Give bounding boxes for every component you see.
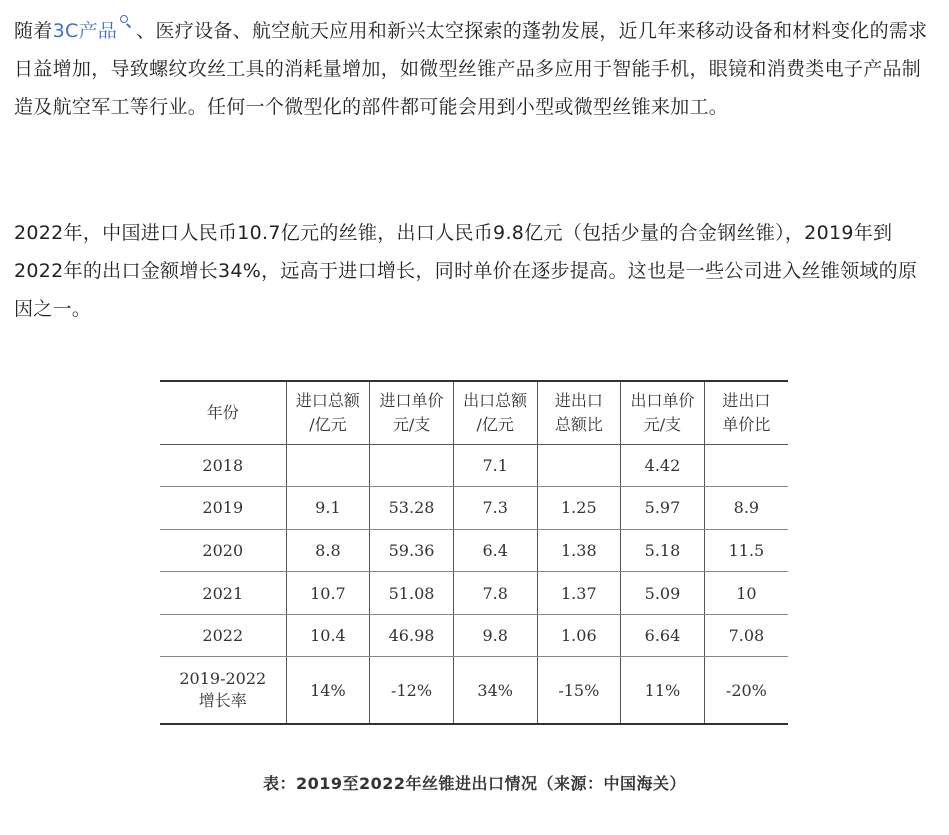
table-cell bbox=[286, 444, 370, 487]
table-cell: 5.09 bbox=[621, 572, 705, 615]
table-cell: 46.98 bbox=[370, 614, 454, 657]
table-cell: 7.08 bbox=[704, 614, 788, 657]
table-cell: 59.36 bbox=[370, 529, 454, 572]
table-cell: 2019 bbox=[160, 487, 286, 530]
table-cell: 11.5 bbox=[704, 529, 788, 572]
table-cell: 1.38 bbox=[537, 529, 621, 572]
table-row bbox=[160, 487, 788, 530]
intro-paragraph bbox=[14, 12, 936, 126]
trade-table-figure bbox=[160, 380, 788, 723]
table-cell: -12% bbox=[370, 657, 454, 724]
table-cell: 6.64 bbox=[621, 614, 705, 657]
table-cell: 1.25 bbox=[537, 487, 621, 530]
search-icon[interactable] bbox=[120, 15, 130, 27]
header-export-total: 出口总额 /亿元 bbox=[453, 381, 537, 444]
table-cell bbox=[704, 444, 788, 487]
header-year: 年份 bbox=[160, 381, 286, 444]
table-row bbox=[160, 572, 788, 615]
trade-table bbox=[160, 380, 788, 725]
trade-paragraph: 2022年，中国进口人民币10.7亿元的丝锥，出口人民币9.8亿元（包括少量的合金钢丝锥），2019年到2022年的出口金额增长34%，远高于进口增长，同时单价在逐步提高。这也是一些公司进入丝锥领域的原因之一。 bbox=[14, 222, 918, 320]
table-cell: 4.42 bbox=[621, 444, 705, 487]
header-export-unit-price: 出口单价 元/支 bbox=[621, 381, 705, 444]
table-cell bbox=[537, 444, 621, 487]
table-cell: 8.8 bbox=[286, 529, 370, 572]
header-total-ratio: 进出口 总额比 bbox=[537, 381, 621, 444]
table-cell: 14% bbox=[286, 657, 370, 724]
table-cell: 10.4 bbox=[286, 614, 370, 657]
table-row bbox=[160, 614, 788, 657]
table-cell: 1.06 bbox=[537, 614, 621, 657]
growth-label: 2019-2022 增长率 bbox=[160, 657, 286, 724]
table-cell: 53.28 bbox=[370, 487, 454, 530]
intro-text-start: 随着 bbox=[14, 20, 53, 42]
table-cell: 51.08 bbox=[370, 572, 454, 615]
table-cell: 2022 bbox=[160, 614, 286, 657]
table-row bbox=[160, 444, 788, 487]
table-cell: 2021 bbox=[160, 572, 286, 615]
table-cell: 34% bbox=[453, 657, 537, 724]
table-cell: 7.1 bbox=[453, 444, 537, 487]
header-import-unit-price: 进口单价 元/支 bbox=[370, 381, 454, 444]
table-cell: 6.4 bbox=[453, 529, 537, 572]
header-import-total: 进口总额 /亿元 bbox=[286, 381, 370, 444]
table-cell: 7.8 bbox=[453, 572, 537, 615]
table-cell: 5.97 bbox=[621, 487, 705, 530]
table-row bbox=[160, 529, 788, 572]
table-cell: 1.37 bbox=[537, 572, 621, 615]
table-cell: 11% bbox=[621, 657, 705, 724]
header-unit-price-ratio: 进出口 单价比 bbox=[704, 381, 788, 444]
table-cell: 9.1 bbox=[286, 487, 370, 530]
3c-products-link[interactable]: 3C产品 bbox=[52, 20, 118, 42]
table-cell: 7.3 bbox=[453, 487, 537, 530]
table-cell: 10.7 bbox=[286, 572, 370, 615]
table-cell: 9.8 bbox=[453, 614, 537, 657]
table-cell: 5.18 bbox=[621, 529, 705, 572]
table-caption: 表：2019至2022年丝锥进出口情况（来源：中国海关） bbox=[262, 774, 687, 793]
table-cell: -20% bbox=[725, 680, 767, 700]
growth-row bbox=[160, 657, 788, 724]
intro-text-rest: 、医疗设备、航空航天应用和新兴太空探索的蓬勃发展，近几年来移动设备和材料变化的需求日益增加，导致螺纹攻丝工具的消耗量增加，如微型丝锥产品多应用于智能手机，眼镜和消费类电子产品制造及航空军工等行业。任何一个微型化的部件都可能会用到小型或微型丝锥来加工。 bbox=[14, 20, 928, 118]
table-cell: 2018 bbox=[160, 444, 286, 487]
table-header-row bbox=[160, 381, 788, 444]
table-cell: 10 bbox=[704, 572, 788, 615]
table-cell: -15% bbox=[537, 657, 621, 724]
table-cell: 8.9 bbox=[704, 487, 788, 530]
table-cell bbox=[370, 444, 454, 487]
table-cell: 2020 bbox=[160, 529, 286, 572]
